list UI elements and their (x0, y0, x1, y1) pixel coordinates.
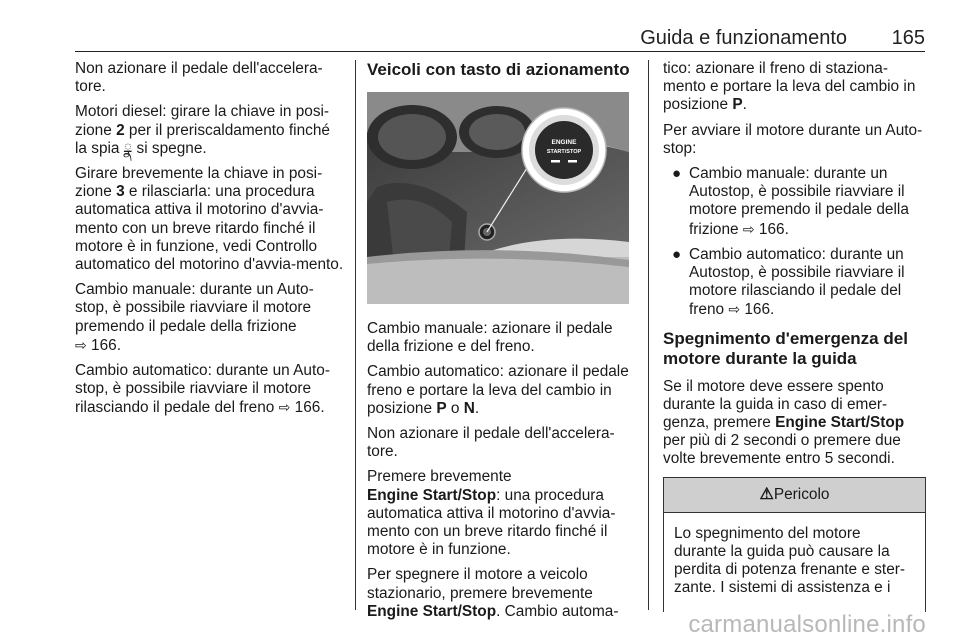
column-right (663, 60, 926, 612)
watermark: carmanualsonline.info (688, 611, 926, 638)
section-heading: Veicoli con tasto di azionamento (367, 60, 630, 79)
button-label: ENGINE (551, 139, 577, 146)
page-header (75, 0, 925, 52)
column-middle (367, 60, 635, 628)
page-ref-arrow-icon: ⇨ (278, 399, 291, 416)
danger-title: Pericolo (773, 485, 830, 503)
bullet-list (663, 165, 926, 320)
warning-icon: ⚠ (759, 485, 774, 503)
paragraph: Se il motore deve essere spento durante la guida in caso di emer-genza, premere Engine Start/Stop per più di 2 secondi o premere due volte brevemente entro 5 secondi. (663, 377, 905, 468)
paragraph: Girare brevemente la chiave in posi-zione 3 e rilasciarla: una procedura automatica attiva il motorino d'avvia-mento con un breve ritardo finché il motore è in funzione, vedi Controllo automatico del motorino d'avvia-mento. (75, 165, 344, 274)
dashboard-illustration (367, 92, 629, 304)
page-ref-arrow-icon: ⇨ (742, 220, 755, 237)
column-divider (355, 60, 356, 610)
paragraph: Per avviare il motore durante un Auto-stop: (663, 121, 923, 157)
danger-text: Lo spegnimento del motore durante la guida può causare la perdita di potenza frenante e ster-zante. I sistemi di assistenza e i (674, 524, 906, 597)
page-number: 165 (891, 27, 925, 49)
section-heading: Spegnimento d'emergenza del motore durante la guida (663, 328, 908, 368)
danger-box (663, 477, 926, 612)
danger-header (664, 478, 925, 513)
column-left (75, 60, 345, 425)
page-title: Guida e funzionamento (640, 27, 847, 49)
paragraph: Cambio automatico: azionare il pedale freno e portare la leva del cambio in posizione P o N. (367, 363, 629, 417)
column-divider (648, 60, 649, 610)
paragraph: Non azionare il pedale dell'accelera-tore. (75, 60, 323, 96)
list-item: ● Cambio automatico: durante un Autostop, è possibile riavviare il motore rilasciando il pedale del freno ⇨ 166. (672, 245, 905, 319)
paragraph: Premere brevemente Engine Start/Stop: una procedura automatica attiva il motorino d'avvia-mento con un breve ritardo finché il motore è in funzione. (367, 468, 616, 559)
paragraph: Cambio manuale: durante un Auto-stop, è possibile riavviare il motore premendo il pedale della frizione ⇨ 166. (75, 281, 314, 354)
page-ref-arrow-icon: ⇨ (728, 301, 741, 318)
paragraph: Motori diesel: girare la chiave in posi-zione 2 per il preriscaldamento finché la spia ྣ si spegne. (75, 103, 330, 157)
paragraph: Per spegnere il motore a veicolo stazionario, premere brevemente Engine Start/Stop. Cambio automa- (367, 566, 619, 620)
paragraph: Cambio automatico: durante un Auto-stop, è possibile riavviare il motore rilasciando il pedale del freno ⇨ 166. (75, 362, 330, 417)
paragraph: tico: azionare il freno di staziona-mento e portare la leva del cambio in posizione P. (663, 60, 916, 114)
bullet-icon: ● (672, 165, 682, 183)
paragraph: Non azionare il pedale dell'accelera-tore. (367, 425, 615, 461)
page-ref-arrow-icon: ⇨ (75, 336, 87, 353)
list-item: ● Cambio manuale: durante un Autostop, è possibile riavviare il motore premendo il pedale della frizione ⇨ 166. (672, 165, 909, 238)
button-label: START/STOP (546, 149, 582, 155)
bullet-icon: ● (672, 245, 682, 263)
glow-plug-icon: ྣ (123, 139, 133, 157)
paragraph: Cambio manuale: azionare il pedale della frizione e del freno. (367, 320, 613, 356)
